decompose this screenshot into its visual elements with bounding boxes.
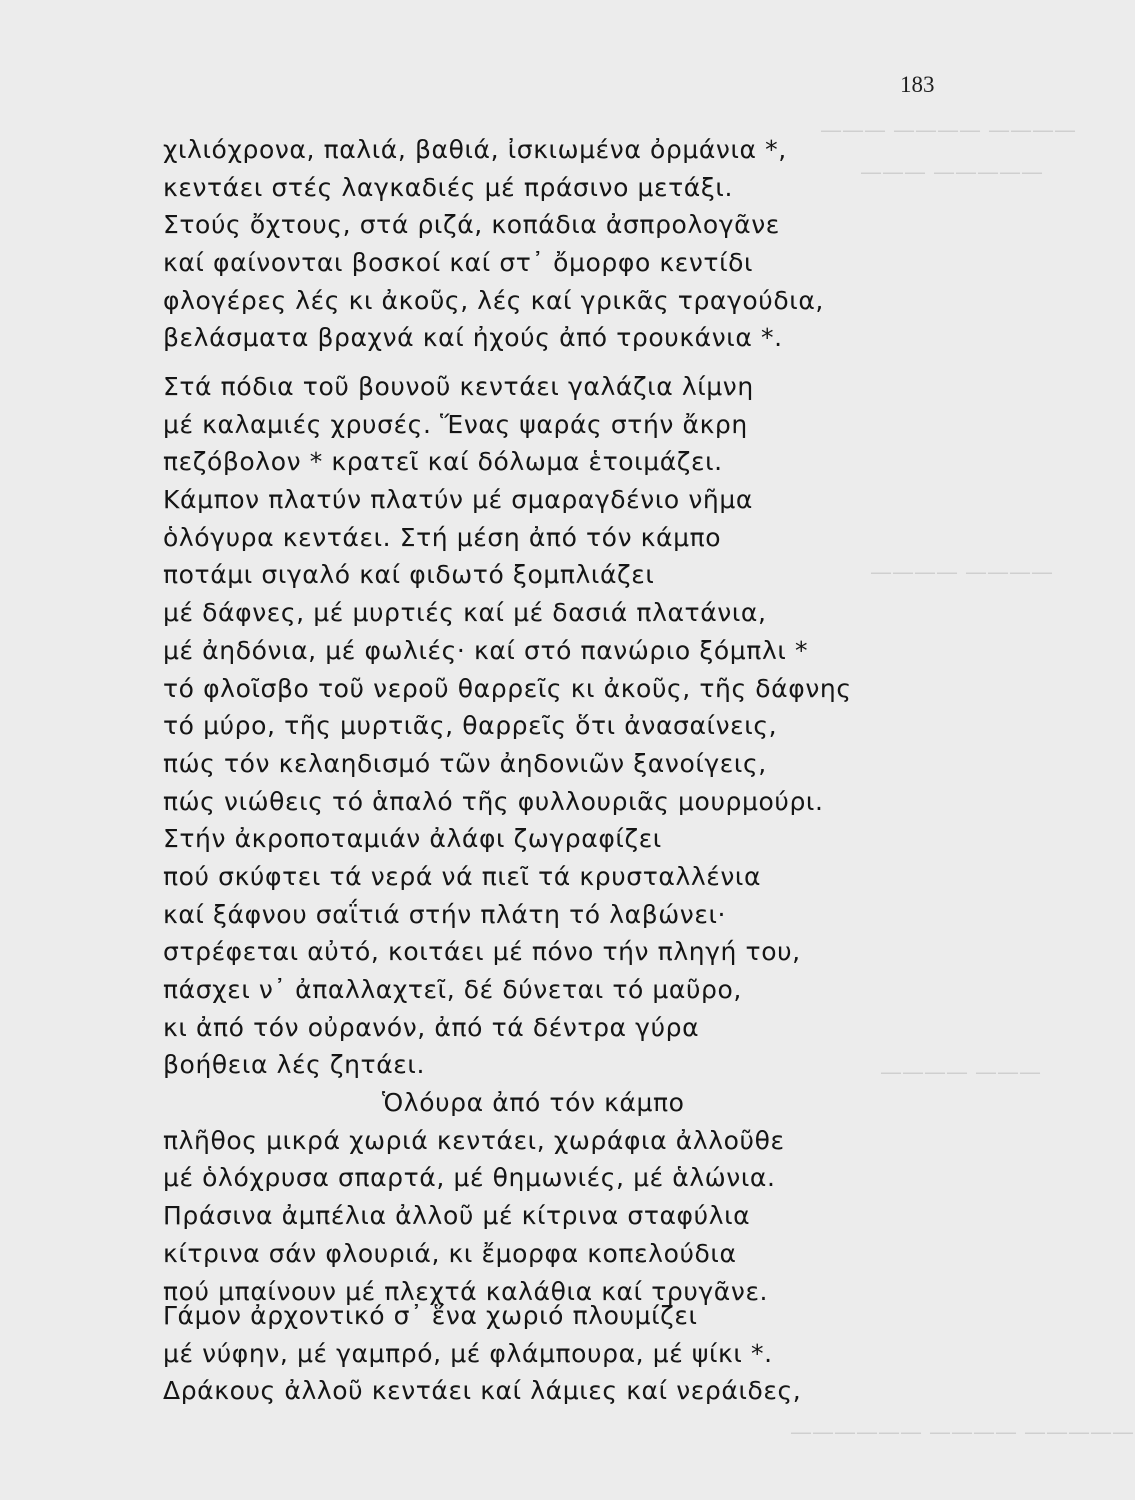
verse-line: μέ καλαμιές χρυσές. Ἕνας ψαράς στήν ἄκρη [163,409,748,439]
verse-line: φλογέρες λές κι ἀκοῦς, λές καί γρικᾶς τραγούδια, [163,285,824,315]
show-through-texture: ————— ——— [860,160,1043,185]
verse-line: τό φλοῖσβο τοῦ νεροῦ θαρρεῖς κι ἀκοῦς, τῆς δάφνης [163,673,852,703]
verse-line: πώς τόν κελαηδισμό τῶν ἀηδονιῶν ξανοίγεις, [163,748,767,778]
verse-line: Πράσινα ἀμπέλια ἀλλοῦ μέ κίτρινα σταφύλια [163,1201,751,1231]
verse-line: Στά πόδια τοῦ βουνοῦ κεντάει γαλάζια λίμνη [163,372,754,401]
show-through-texture: ———— ———— [870,560,1053,585]
verse-line: τό μύρο, τῆς μυρτιᾶς, θαρρεῖς ὅτι ἀνασαίνεις, [163,711,778,741]
verse-line: κι ἀπό τόν οὐρανόν, ἀπό τά δέντρα γύρα [163,1012,700,1042]
verse-line: μέ νύφην, μέ γαμπρό, μέ φλάμπουρα, μέ ψίκι *. [163,1338,773,1368]
verse-line: μέ δάφνες, μέ μυρτιές καί μέ δασιά πλατάνια, [163,598,767,628]
verse-line: πεζόβολον * κρατεῖ καί δόλωμα ἑτοιμάζει. [163,447,723,477]
stanza [163,131,824,357]
verse-line: Κάμπον πλατύν πλατύν μέ σμαραγδένιο νῆμα [163,485,753,515]
verse-line: μέ ὁλόχρυσα σπαρτά, μέ θημωνιές, μέ ἁλώνια. [163,1163,776,1193]
verse-line: βελάσματα βραχνά καί ἠχούς ἀπό τρουκάνια *. [163,323,783,353]
verse-line: Γάμον ἀρχοντικό σ᾿ ἕνα χωριό πλουμίζει [163,1301,698,1330]
verse-line: πού μπαίνουν μέ πλεχτά καλάθια καί τρυγᾶνε. [163,1276,769,1306]
verse-line: Στήν ἀκροποταμιάν ἀλάφι ζωγραφίζει [163,824,662,854]
verse-line: πάσχει ν᾿ ἀπαλλαχτεῖ, δέ δύνεται τό μαῦρο, [163,975,742,1004]
show-through-texture: ———— ———— ——— [820,118,1076,143]
show-through-texture: ——— ———— [880,1060,1041,1085]
verse-line: Δράκους ἀλλοῦ κεντάει καί λάμιες καί νεράιδες, [163,1376,802,1406]
verse-line-indented: Ὁλόυρα ἀπό τόν κάμπο [382,1088,685,1118]
stanza [163,1297,801,1410]
verse-line: καί φαίνονται βοσκοί καί στ᾿ ὄμορφο κεντίδι [163,248,754,278]
verse-line: ὁλόγυρα κεντάει. Στή μέση ἀπό τόν κάμπο [163,522,722,552]
verse-line: πλῆθος μικρά χωριά κεντάει, χωράφια ἀλλοῦθε [163,1125,785,1155]
stanza [163,368,852,1310]
verse-line: καί ξάφνου σαΐτιά στήν πλάτη τό λαβώνει· [163,899,727,929]
verse-line: πού σκύφτει τά νερά νά πιεῖ τά κρυσταλλένια [163,861,762,891]
verse-line: στρέφεται αὐτό, κοιτάει μέ πόνο τήν πληγή του, [163,937,801,967]
verse-line: ποτάμι σιγαλό καί φιδωτό ξομπλιάζει [163,560,655,590]
verse-line: Στούς ὄχτους, στά ριζά, κοπάδια ἀσπρολογᾶνε [163,210,780,240]
verse-line: χιλιόχρονα, παλιά, βαθιά, ἰσκιωμένα ὀρμάνια *, [163,135,787,164]
page-number: 183 [900,72,935,97]
verse-line: κίτρινα σάν φλουριά, κι ἔμορφα κοπελούδια [163,1238,737,1268]
verse-line: κεντάει στές λαγκαδιές μέ πράσινο μετάξι. [163,172,734,202]
verse-line: μέ ἀηδόνια, μέ φωλιές· καί στό πανώριο ξόμπλι * [163,635,809,665]
show-through-texture: ————— ———— —————— [790,1420,1134,1445]
verse-line: πώς νιώθεις τό ἁπαλό τῆς φυλλουριᾶς μουρμούρι. [163,786,824,816]
verse-line: βοήθεια λές ζητάει. [163,1050,426,1080]
